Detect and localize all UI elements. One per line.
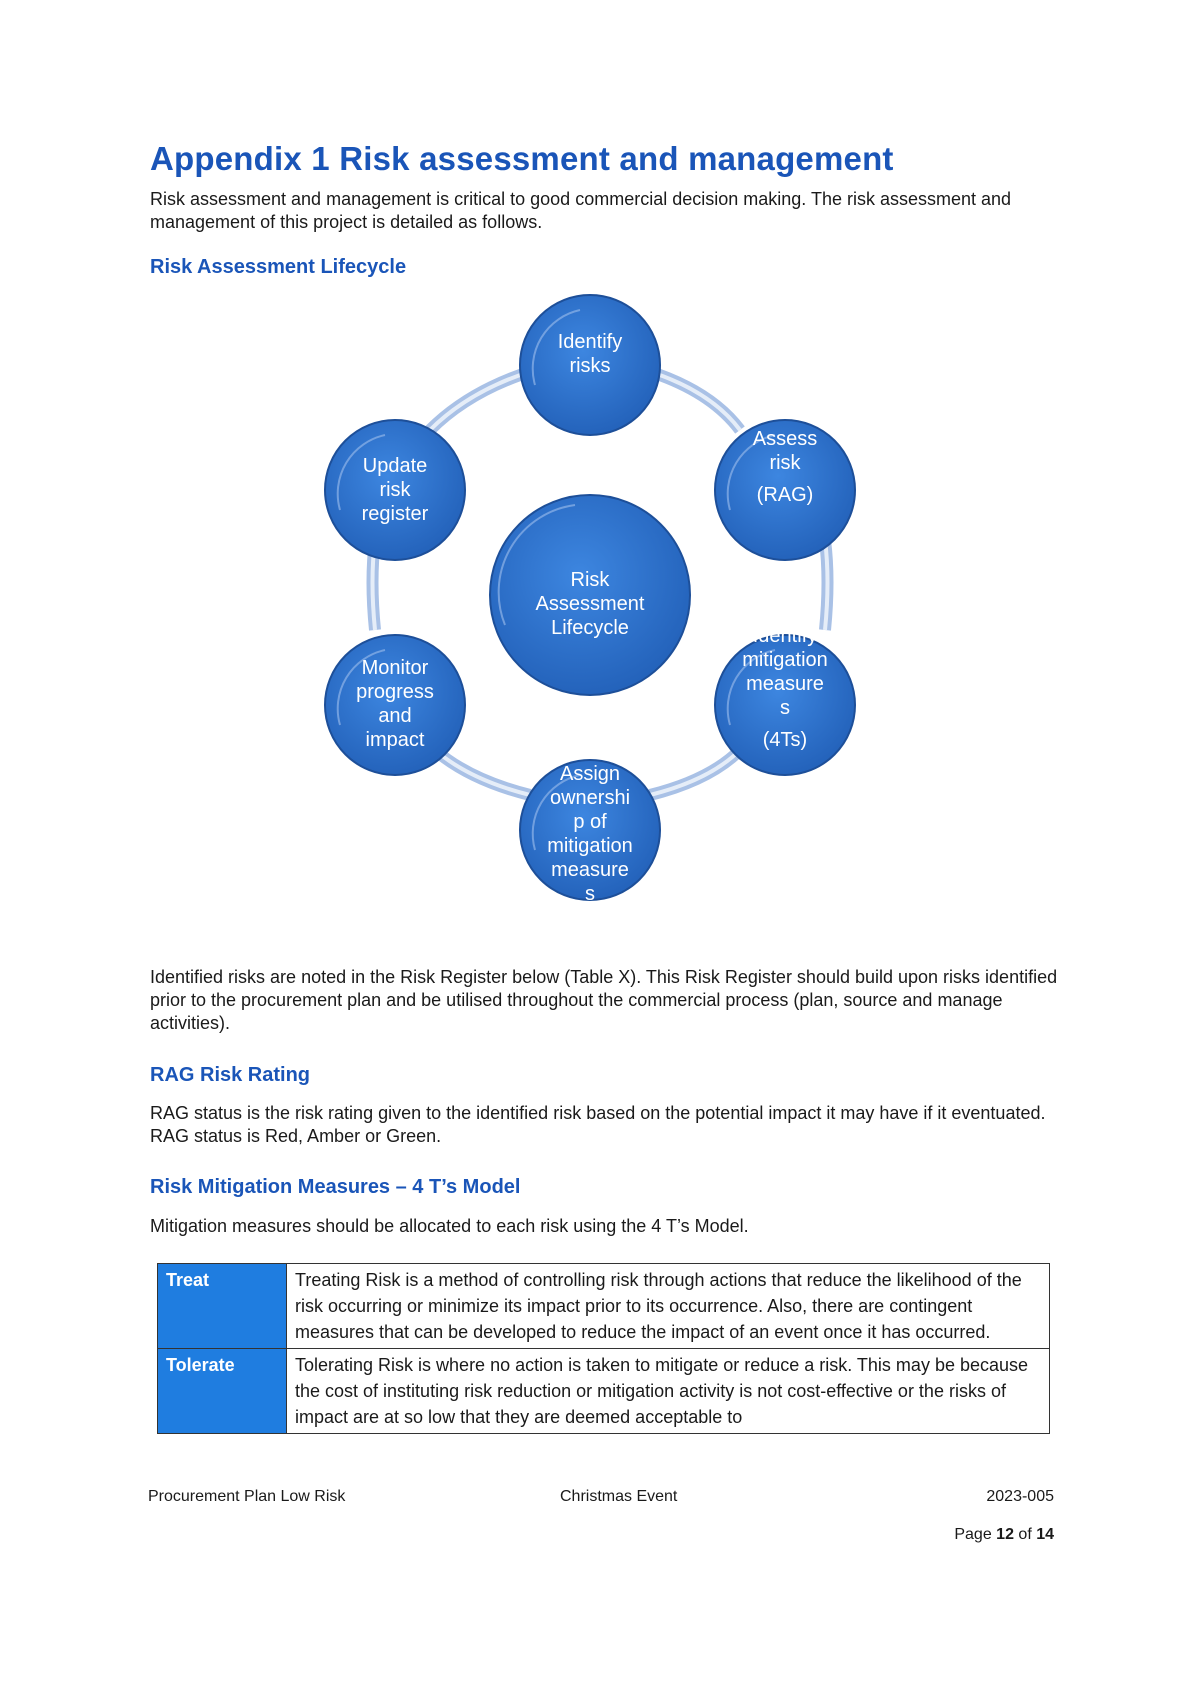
lifecycle-heading: Risk Assessment Lifecycle bbox=[150, 256, 407, 278]
term-cell: Treat bbox=[158, 1264, 287, 1349]
description-cell: Treating Risk is a method of controlling risk through actions that reduce the likelihood of the risk occurring or minimize its impact prior to its occurrence. Also, there are contingent measures that can be developed to reduce the impact of an event once it has occurred. bbox=[287, 1264, 1050, 1349]
label-center: Risk Assessment Lifecycle bbox=[535, 569, 645, 639]
mitigation-paragraph: Mitigation measures should be allocated to each risk using the 4 T’s Model. bbox=[150, 1216, 749, 1236]
mitigation-heading: Risk Mitigation Measures – 4 T’s Model bbox=[150, 1176, 521, 1198]
table-row bbox=[158, 1264, 1050, 1349]
intro-paragraph: Risk assessment and management is critical to good commercial decision making. The risk assessment and management of this project is detailed as follows. bbox=[150, 189, 1012, 232]
page-number: Page 12 of 14 bbox=[954, 1526, 1054, 1543]
footer-left: Procurement Plan Low Risk bbox=[148, 1488, 346, 1505]
footer-center: Christmas Event bbox=[560, 1488, 678, 1505]
page-title: Appendix 1 Risk assessment and management bbox=[150, 140, 894, 177]
label-identify-risks: Identify risks bbox=[557, 331, 623, 377]
four-ts-table bbox=[157, 1263, 1050, 1434]
footer-right: 2023-005 bbox=[986, 1488, 1054, 1505]
register-paragraph: Identified risks are noted in the Risk Register below (Table X). This Risk Register should build upon risks identified prior to the procurement plan and be utilised throughout the commercial process (plan, source and manage activities). bbox=[150, 967, 1058, 1033]
rag-paragraph: RAG status is the risk rating given to the identified risk based on the potential impact it may have if it eventuated. RAG status is Red, Amber or Green. bbox=[150, 1103, 1046, 1146]
connector-update-to-identify bbox=[430, 370, 535, 430]
risk-lifecycle-diagram bbox=[320, 290, 890, 930]
connector-mitigation-to-assign bbox=[650, 750, 740, 795]
rag-heading: RAG Risk Rating bbox=[150, 1064, 311, 1086]
label-assess-risk: Assess risk (RAG) bbox=[752, 428, 818, 506]
connector-assign-to-monitor bbox=[435, 750, 530, 795]
table-row bbox=[158, 1349, 1050, 1434]
label-monitor-progress: Monitor progress and impact bbox=[356, 657, 434, 751]
label-identify-mitigation: Identify mitigation measure s (4Ts) bbox=[742, 625, 828, 751]
label-update-register: Update risk register bbox=[361, 455, 429, 525]
term-cell: Tolerate bbox=[158, 1349, 287, 1434]
description-cell: Tolerating Risk is where no action is taken to mitigate or reduce a risk. This may be because the cost of instituting risk reduction or mitigation activity is not cost-effective or the risks of impact are at so low that they are deemed acceptable to bbox=[287, 1349, 1050, 1434]
label-assign-ownership: Assign ownershi p of mitigation measure s bbox=[547, 763, 633, 905]
